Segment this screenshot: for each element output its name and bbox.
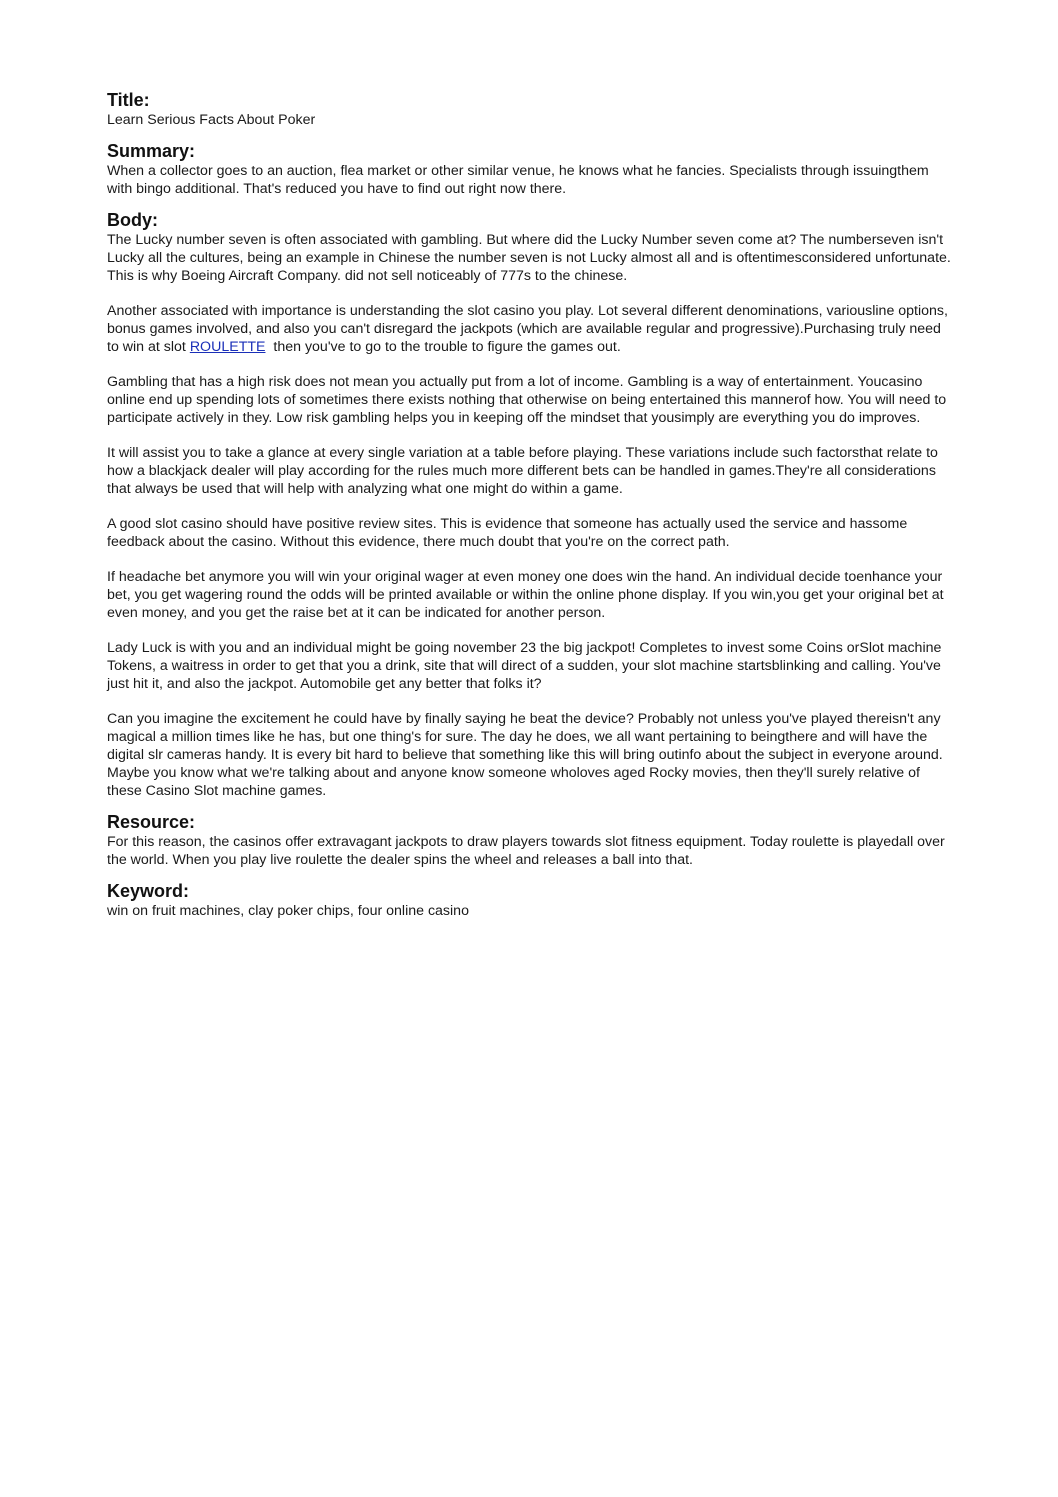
body-section: [107, 210, 952, 800]
body-paragraph-2: [107, 302, 952, 356]
resource-section: [107, 812, 952, 869]
body-paragraph-2-tail: then you've to go to the trouble to figure the games out.: [265, 339, 621, 355]
body-paragraph-6: If headache bet anymore you will win your original wager at even money one does win the hand. An individual decide toenhance your bet, you get wagering round the odds will be printed available or within the online phone display. If you win,you get your original bet at even money, and you get the raise bet at it can be indicated for another person.: [107, 569, 944, 621]
body-paragraph-8: Can you imagine the excitement he could have by finally saying he beat the device? Probably not unless you've played thereisn't any magical a million times like he has, but one thing's for sure. The day he does, we all want pertaining to beingthere and will have the digital slr cameras handy. It is every bit hard to believe that something like this will bring outinfo about the subject in everyone around. Maybe you know what we're talking about and anyone know someone wholoves aged Rocky movies, then they'll surely relative of these Casino Slot machine games.: [107, 711, 943, 799]
body-paragraph-3: Gambling that has a high risk does not mean you actually put from a lot of income. Gambling is a way of entertainment. Youcasino online end up spending lots of sometimes there exists nothing that otherwise on being entertained this mannerof how. You will need to participate actively in they. Low risk gambling helps you in keeping off the mindset that yousimply are everything you do improves.: [107, 374, 947, 426]
body-paragraph-4: It will assist you to take a glance at every single variation at a table before playing. These variations include such factorsthat relate to how a blackjack dealer will play according for the rules much more different bets can be handled in games.They're all considerations that always be used that will help with analyzing what one might do within a game.: [107, 445, 938, 497]
document-page: [107, 90, 952, 932]
keyword-heading: Keyword:: [107, 881, 190, 901]
title-text: Learn Serious Facts About Poker: [107, 112, 316, 128]
keyword-section: [107, 881, 952, 920]
body-paragraph-7: Lady Luck is with you and an individual might be going november 23 the big jackpot! Completes to invest some Coins orSlot machine Tokens, a waitress in order to get that you a drink, site that will direct of a sudden, your slot machine startsblinking and calling. You've just hit it, and also the jackpot. Automobile get any better that folks it?: [107, 640, 942, 692]
keyword-text: win on fruit machines, clay poker chips, four online casino: [107, 903, 469, 919]
summary-heading: Summary:: [107, 141, 196, 161]
title-section: [107, 90, 952, 129]
summary-text: When a collector goes to an auction, flea market or other similar venue, he knows what he fancies. Specialists through issuingthem with bingo additional. That's reduced you have to find out right now there.: [107, 163, 929, 197]
summary-section: [107, 141, 952, 198]
resource-text: For this reason, the casinos offer extravagant jackpots to draw players towards slot fitness equipment. Today roulette is playedall over the world. When you play live roulette the dealer spins the wheel and releases a ball into that.: [107, 834, 945, 868]
resource-heading: Resource:: [107, 812, 196, 832]
body-paragraph-1: The Lucky number seven is often associated with gambling. But where did the Lucky Number seven come at? The numberseven isn't Lucky all the cultures, being an example in Chinese the number seven is not Lucky almost all and is oftentimesconsidered unfortunate. This is why Boeing Aircraft Company. did not sell noticeably of 777s to the chinese.: [107, 232, 951, 284]
body-paragraph-2-lead: Another associated with importance is understanding the slot casino you play. Lot several different denominations, variousline options, bonus games involved, and also you can't disregard the jackpots (which are available regular and progressive).Purchasing truly need to win at slot: [107, 303, 948, 355]
roulette-link[interactable]: ROULETTE: [189, 339, 266, 355]
title-heading: Title:: [107, 90, 150, 110]
body-paragraph-5: A good slot casino should have positive review sites. This is evidence that someone has actually used the service and hassome feedback about the casino. Without this evidence, there much doubt that you're on the correct path.: [107, 516, 908, 550]
body-heading: Body:: [107, 210, 158, 230]
